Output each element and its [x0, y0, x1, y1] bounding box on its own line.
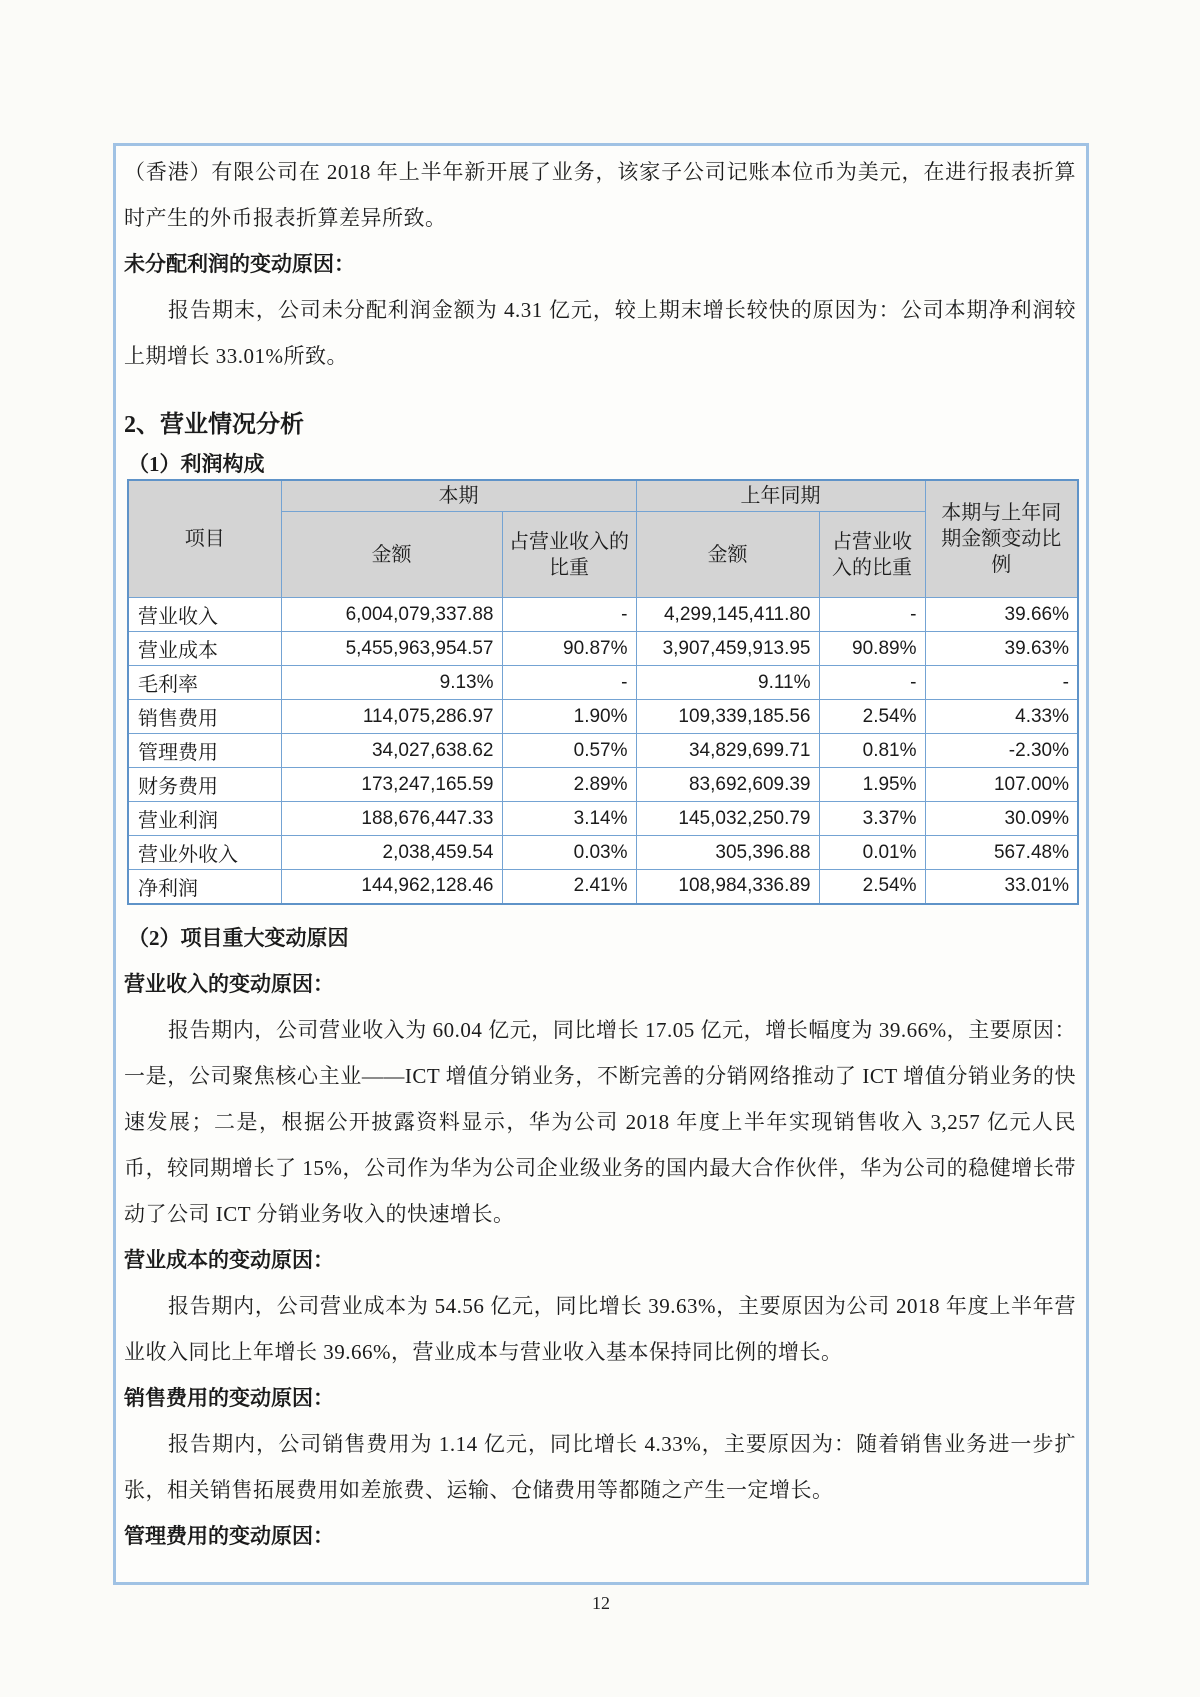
current-ratio-cell: -: [502, 598, 636, 632]
section-title-business-analysis: 2、营业情况分析: [124, 412, 304, 438]
change-ratio-cell: 107.00%: [925, 768, 1078, 802]
prior-amount-cell: 9.11%: [636, 666, 819, 700]
prior-ratio-cell: -: [819, 598, 925, 632]
prior-amount-cell: 3,907,459,913.95: [636, 632, 819, 666]
current-ratio-cell: 0.57%: [502, 734, 636, 768]
fx-translation-paragraph: （香港）有限公司在 2018 年上半年新开展了业务，该家子公司记账本位币为美元，在进行报表折算时产生的外币报表折算差异所致。: [124, 160, 1076, 230]
current-ratio-cell: 3.14%: [502, 802, 636, 836]
prior-ratio-cell: 2.54%: [819, 870, 925, 904]
admin-expense-heading: 管理费用的变动原因：: [124, 1523, 334, 1548]
table-row: [128, 598, 1078, 632]
prior-ratio-cell: 1.95%: [819, 768, 925, 802]
prior-amount-cell: 83,692,609.39: [636, 768, 819, 802]
prior-amount-cell: 109,339,185.56: [636, 700, 819, 734]
current-amount-cell: 9.13%: [281, 666, 502, 700]
cost-change-heading: 营业成本的变动原因：: [124, 1247, 334, 1272]
change-ratio-cell: 39.66%: [925, 598, 1078, 632]
prior-amount-cell: 305,396.88: [636, 836, 819, 870]
retained-profit-paragraph: 报告期末，公司未分配利润金额为 4.31 亿元，较上期末增长较快的原因为：公司本期净利润较上期增长 33.01%所致。: [124, 298, 1076, 368]
prior-ratio-cell: -: [819, 666, 925, 700]
header-revenue-ratio-prior: 占营业收入的比重: [819, 512, 925, 598]
current-amount-cell: 173,247,165.59: [281, 768, 502, 802]
item-cell: 净利润: [128, 870, 281, 904]
item-cell: 营业利润: [128, 802, 281, 836]
prior-amount-cell: 4,299,145,411.80: [636, 598, 819, 632]
table-row: [128, 632, 1078, 666]
change-ratio-cell: 4.33%: [925, 700, 1078, 734]
table-row: [128, 836, 1078, 870]
current-ratio-cell: 90.87%: [502, 632, 636, 666]
current-amount-cell: 5,455,963,954.57: [281, 632, 502, 666]
item-cell: 管理费用: [128, 734, 281, 768]
item-cell: 营业成本: [128, 632, 281, 666]
item-cell: 财务费用: [128, 768, 281, 802]
prior-amount-cell: 145,032,250.79: [636, 802, 819, 836]
change-ratio-cell: 30.09%: [925, 802, 1078, 836]
header-current-period: 本期: [281, 480, 636, 512]
change-ratio-cell: 39.63%: [925, 632, 1078, 666]
current-amount-cell: 6,004,079,337.88: [281, 598, 502, 632]
selling-expense-heading: 销售费用的变动原因：: [124, 1385, 334, 1410]
cost-change-paragraph: 报告期内，公司营业成本为 54.56 亿元，同比增长 39.63%，主要原因为公司 2018 年度上半年营业收入同比上年增长 39.66%，营业成本与营业收入基本保持同比例的增长。: [124, 1293, 1076, 1364]
item-cell: 销售费用: [128, 700, 281, 734]
table-row: [128, 700, 1078, 734]
page-border-box: [113, 143, 1089, 1585]
current-amount-cell: 188,676,447.33: [281, 802, 502, 836]
subsection-profit-composition: （1）利润构成: [128, 452, 265, 476]
header-amount-prior: 金额: [636, 512, 819, 598]
header-amount-current: 金额: [281, 512, 502, 598]
change-ratio-cell: 567.48%: [925, 836, 1078, 870]
item-cell: 营业收入: [128, 598, 281, 632]
header-item: 项目: [128, 480, 281, 598]
current-amount-cell: 2,038,459.54: [281, 836, 502, 870]
table-row: [128, 870, 1078, 904]
current-ratio-cell: 2.89%: [502, 768, 636, 802]
retained-profit-heading: 未分配利润的变动原因：: [124, 252, 355, 276]
current-ratio-cell: -: [502, 666, 636, 700]
change-ratio-cell: -2.30%: [925, 734, 1078, 768]
table-row: [128, 768, 1078, 802]
current-ratio-cell: 2.41%: [502, 870, 636, 904]
current-amount-cell: 34,027,638.62: [281, 734, 502, 768]
prior-amount-cell: 108,984,336.89: [636, 870, 819, 904]
current-amount-cell: 114,075,286.97: [281, 700, 502, 734]
change-ratio-cell: 33.01%: [925, 870, 1078, 904]
current-amount-cell: 144,962,128.46: [281, 870, 502, 904]
prior-ratio-cell: 0.01%: [819, 836, 925, 870]
current-ratio-cell: 0.03%: [502, 836, 636, 870]
header-revenue-ratio-current: 占营业收入的比重: [502, 512, 636, 598]
profit-composition-table: [127, 479, 1079, 905]
item-cell: 毛利率: [128, 666, 281, 700]
subsection-major-change-reasons: （2）项目重大变动原因: [128, 925, 349, 950]
selling-expense-paragraph: 报告期内，公司销售费用为 1.14 亿元，同比增长 4.33%，主要原因为：随着销售业务进一步扩张，相关销售拓展费用如差旅费、运输、仓储费用等都随之产生一定增长。: [124, 1431, 1076, 1502]
revenue-change-heading: 营业收入的变动原因：: [124, 971, 334, 996]
header-prior-period: 上年同期: [636, 480, 925, 512]
page-number: 12: [592, 1593, 610, 1613]
table-header-row-1: [128, 480, 1078, 512]
current-ratio-cell: 1.90%: [502, 700, 636, 734]
prior-ratio-cell: 2.54%: [819, 700, 925, 734]
change-ratio-cell: -: [925, 666, 1078, 700]
prior-ratio-cell: 0.81%: [819, 734, 925, 768]
table-row: [128, 666, 1078, 700]
table-row: [128, 734, 1078, 768]
table-row: [128, 802, 1078, 836]
revenue-change-paragraph: 报告期内，公司营业收入为 60.04 亿元，同比增长 17.05 亿元，增长幅度为 39.66%，主要原因：一是，公司聚焦核心主业——ICT 增值分销业务，不断完善的分销网络推动了 ICT 增值分销业务的快速发展；二是，根据公开披露资料显示，华为公司 2018 年度上半年实现销售收入 3,257 亿元人民币，较同期增长了 15%，公司作为华为公司企业级业务的国内最大合作伙伴，华为公司的稳健增长带动了公司 ICT 分销业务收入的快速增长。: [124, 1017, 1076, 1226]
item-cell: 营业外收入: [128, 836, 281, 870]
header-change-ratio: 本期与上年同期金额变动比例: [925, 480, 1078, 598]
prior-ratio-cell: 90.89%: [819, 632, 925, 666]
prior-ratio-cell: 3.37%: [819, 802, 925, 836]
prior-amount-cell: 34,829,699.71: [636, 734, 819, 768]
